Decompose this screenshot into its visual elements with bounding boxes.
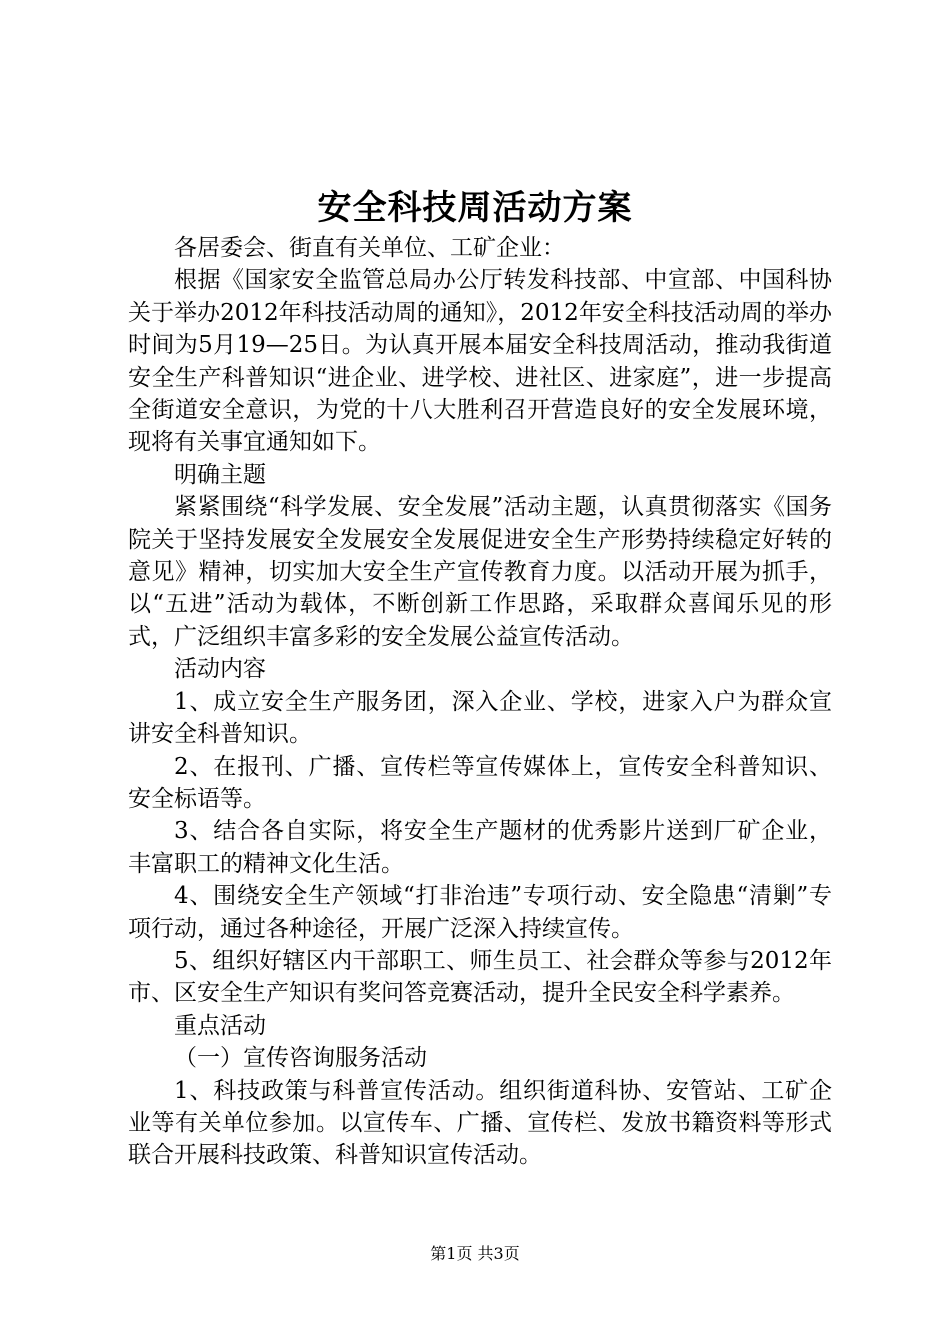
page-footer: 第1页 共3页 [430,1244,520,1263]
document-title: 安全科技周活动方案 [317,188,633,228]
content-item-3: 3、结合各自实际，将安全生产题材的优秀影片送到厂矿企业，丰富职工的精神文化生活。 [128,818,832,877]
content-item-1: 1、成立安全生产服务团，深入企业、学校，进家入户为群众宣讲安全科普知识。 [128,688,832,748]
section-heading-content: 活动内容 [174,656,266,683]
content-item-4: 4、围绕安全生产领域“打非治违”专项行动、安全隐患“清剿”专项行动，通过各种途径，开展广泛深入持续宣传。 [128,883,832,942]
content-item-2: 2、在报刊、广播、宣传栏等宣传媒体上，宣传安全科普知识、安全标语等。 [128,753,832,812]
salutation: 各居委会、街直有关单位、工矿企业： [174,235,565,261]
intro-paragraph: 根据《国家安全监管总局办公厅转发科技部、中宣部、中国科协关于举办2012年科技活动周的通知》，2012年安全科技活动周的举办时间为5月19—25日。为认真开展本届安全科技周活动，推动我街道安全生产科普知识“进企业、进学校、进社区、进家庭”，进一步提高全街道安全意识，为党的十八大胜利召开营造良好的安全发展环境，现将有关事宜通知如下。 [128,267,832,456]
key-activity-item-1: 1、科技政策与科普宣传活动。组织街道科协、安管站、工矿企业等有关单位参加。以宣传车、广播、宣传栏、发放书籍资料等形式联合开展科技政策、科普知识宣传活动。 [128,1077,832,1169]
section-heading-key-activities: 重点活动 [174,1012,266,1039]
theme-paragraph: 紧紧围绕“科学发展、安全发展”活动主题，认真贯彻落实《国务院关于坚持发展安全发展安全发展促进安全生产形势持续稳定好转的意见》精神，切实加大安全生产宣传教育力度。以活动开展为抓手，以“五进”活动为载体，不断创新工作思路，采取群众喜闻乐见的形式，广泛组织丰富多彩的安全发展公益宣传活动。 [128,494,832,650]
section-heading-theme: 明确主题 [174,461,266,488]
subsection-heading-publicity: （一）宣传咨询服务活动 [174,1045,427,1072]
content-item-5: 5、组织好辖区内干部职工、师生员工、社会群众等参与2012年市、区安全生产知识有奖问答竞赛活动，提升全民安全科学素养。 [128,947,832,1007]
document-body [128,232,832,1172]
